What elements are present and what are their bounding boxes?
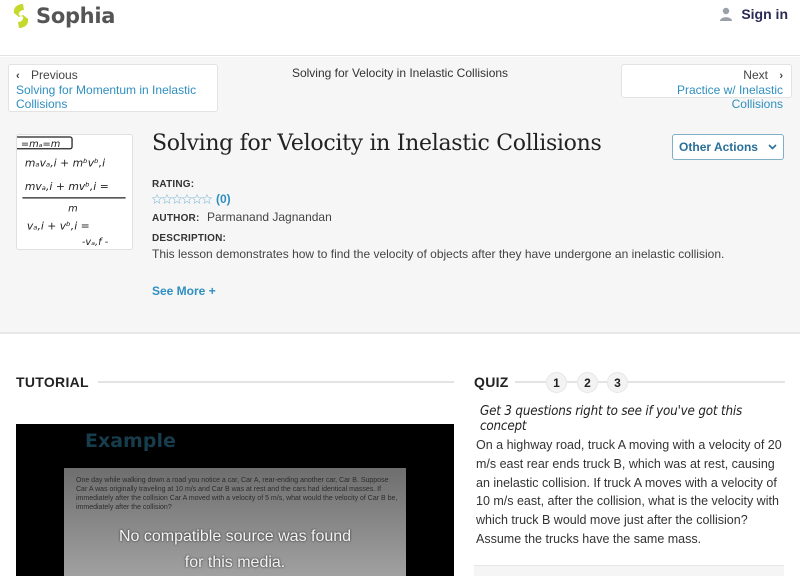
quiz-answer-area — [474, 565, 784, 576]
handwritten-equation-image — [17, 135, 132, 249]
svg-text:mvₐ,i + mvᵇ,i =: mvₐ,i + mvᵇ,i = — [24, 180, 109, 194]
next-label: Next — [743, 68, 768, 82]
next-lesson-link[interactable]: Practice w/ Inelastic Collisions — [676, 83, 783, 111]
quiz-step-2[interactable]: 2 — [577, 372, 598, 393]
previous-lesson-link[interactable]: Solving for Momentum in Inelastic Collisions — [16, 83, 197, 111]
chevron-down-icon — [768, 144, 777, 150]
sophia-logo[interactable] — [10, 3, 115, 29]
quiz-step-1[interactable]: 1 — [546, 372, 567, 393]
brand-name: Sophia — [36, 4, 116, 28]
site-header — [0, 0, 800, 56]
author-label: AUTHOR: — [152, 213, 200, 224]
user-icon — [719, 7, 733, 21]
star-outline-icon — [162, 194, 172, 204]
other-actions-label: Other Actions — [679, 140, 758, 154]
lesson-title: Solving for Velocity in Inelastic Collisions — [152, 131, 602, 156]
video-slide-text: One day while walking down a road you notice a car, Car A, rear-ending another car, Car B. Suppose Car A was originally traveling at 10 m/s and Car B was at rest and the cars had identical masses. If immediately after the collision Car A moved with a velocity of 5 m/s, what would the velocity of Car B be, immediately after the collision? — [76, 477, 398, 511]
other-actions-dropdown[interactable] — [672, 134, 784, 160]
lesson-thumbnail — [16, 134, 133, 250]
svg-text:vₐ,i + vᵇ,i =: vₐ,i + vᵇ,i = — [26, 219, 90, 233]
description-label: DESCRIPTION: — [152, 233, 227, 244]
next-lesson-button[interactable] — [621, 64, 792, 111]
quiz-step-3[interactable]: 3 — [607, 372, 628, 393]
rating-label: RATING: — [152, 179, 195, 190]
sign-in-label: Sign in — [741, 6, 788, 22]
video-error-message — [16, 524, 454, 576]
previous-label: Previous — [31, 68, 78, 82]
lesson-header-band — [0, 57, 800, 334]
quiz-tagline: Get 3 questions right to see if you've got this concept — [480, 404, 743, 434]
previous-lesson-button[interactable] — [8, 64, 218, 112]
tutorial-divider — [98, 381, 454, 383]
video-slide-title: Example — [85, 430, 176, 452]
tutorial-video-player[interactable] — [16, 424, 454, 576]
svg-text:mₐvₐ,i + mᵇvᵇ,i: mₐvₐ,i + mᵇvᵇ,i — [24, 156, 106, 170]
star-outline-icon — [172, 194, 182, 204]
tutorial-heading: TUTORIAL — [16, 374, 89, 390]
sophia-logo-icon — [10, 3, 32, 29]
chevron-left-icon: ‹ — [16, 70, 20, 82]
svg-text:=mₐ=m: =mₐ=m — [20, 138, 61, 150]
star-rating[interactable] — [152, 192, 231, 206]
quiz-heading: QUIZ — [474, 374, 509, 390]
current-lesson-title: Solving for Velocity in Inelastic Collisions — [291, 66, 509, 80]
quiz-question-text: On a highway road, truck A moving with a velocity of 20 m/s east rear ends truck B, which was at rest, causing an inelastic collision. If truck A moves with a velocity of 10 m/s east, after the collision, what is the velocity with which truck B would move just after the collision? Assume the trucks have the same mass. — [476, 438, 782, 546]
see-more-link[interactable]: See More + — [152, 284, 216, 298]
star-outline-icon — [182, 194, 192, 204]
sign-in-link[interactable] — [719, 6, 788, 22]
star-outline-icon — [202, 194, 212, 204]
svg-text:m: m — [68, 203, 78, 215]
rating-count[interactable]: (0) — [216, 192, 231, 206]
star-outline-icon — [152, 194, 162, 204]
video-error-line-2: for this media. — [184, 554, 286, 571]
svg-text:-vₐ,f -: -vₐ,f - — [81, 237, 109, 249]
lesson-description: This lesson demonstrates how to find the velocity of objects after they have undergone an inelastic collision. — [152, 247, 725, 261]
video-error-line-1: No compatible source was found — [118, 528, 352, 545]
chevron-right-icon: › — [779, 70, 783, 82]
star-outline-icon — [192, 194, 202, 204]
author-name: Parmanand Jagnandan — [207, 210, 332, 224]
